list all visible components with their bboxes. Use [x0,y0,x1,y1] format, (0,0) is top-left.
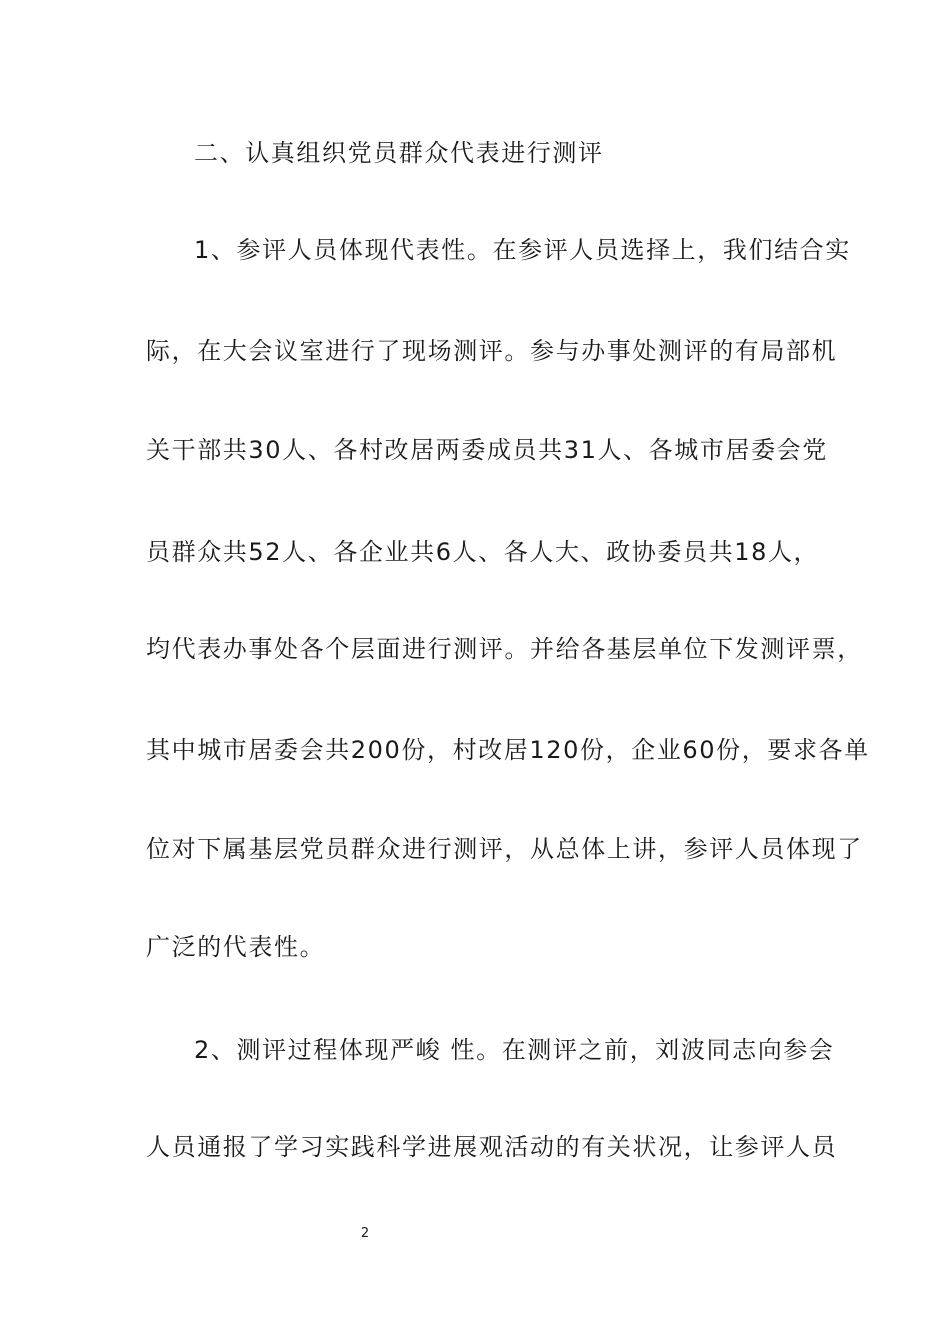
paragraph-line: 其中城市居委会共200份，村改居120份，企业60份，要求各单 [146,736,870,764]
page-number: 2 [360,1226,370,1241]
paragraph-line: 际，在大会议室进行了现场测评。参与办事处测评的有局部机 [146,337,838,365]
paragraph-line: 1、参评人员体现代表性。在参评人员选择上，我们结合实 [194,236,851,264]
paragraph-line: 员群众共52人、各企业共6人、各人大、政协委员共18人， [146,538,820,566]
paragraph-line: 2、测评过程体现严峻 性。在测评之前，刘波同志向参会 [194,1036,835,1064]
paragraph-line: 人员通报了学习实践科学进展观活动的有关状况，让参评人员 [146,1133,838,1161]
paragraph-line: 位对下属基层党员群众进行测评，从总体上讲，参评人员体现了 [146,835,863,863]
section-heading: 二、认真组织党员群众代表进行测评 [194,139,604,167]
paragraph-line: 广泛的代表性。 [146,933,326,961]
paragraph-line: 关干部共30人、各村改居两委成员共31人、各城市居委会党 [146,436,828,464]
paragraph-line: 均代表办事处各个层面进行测评。并给各基层单位下发测评票， [146,635,863,663]
